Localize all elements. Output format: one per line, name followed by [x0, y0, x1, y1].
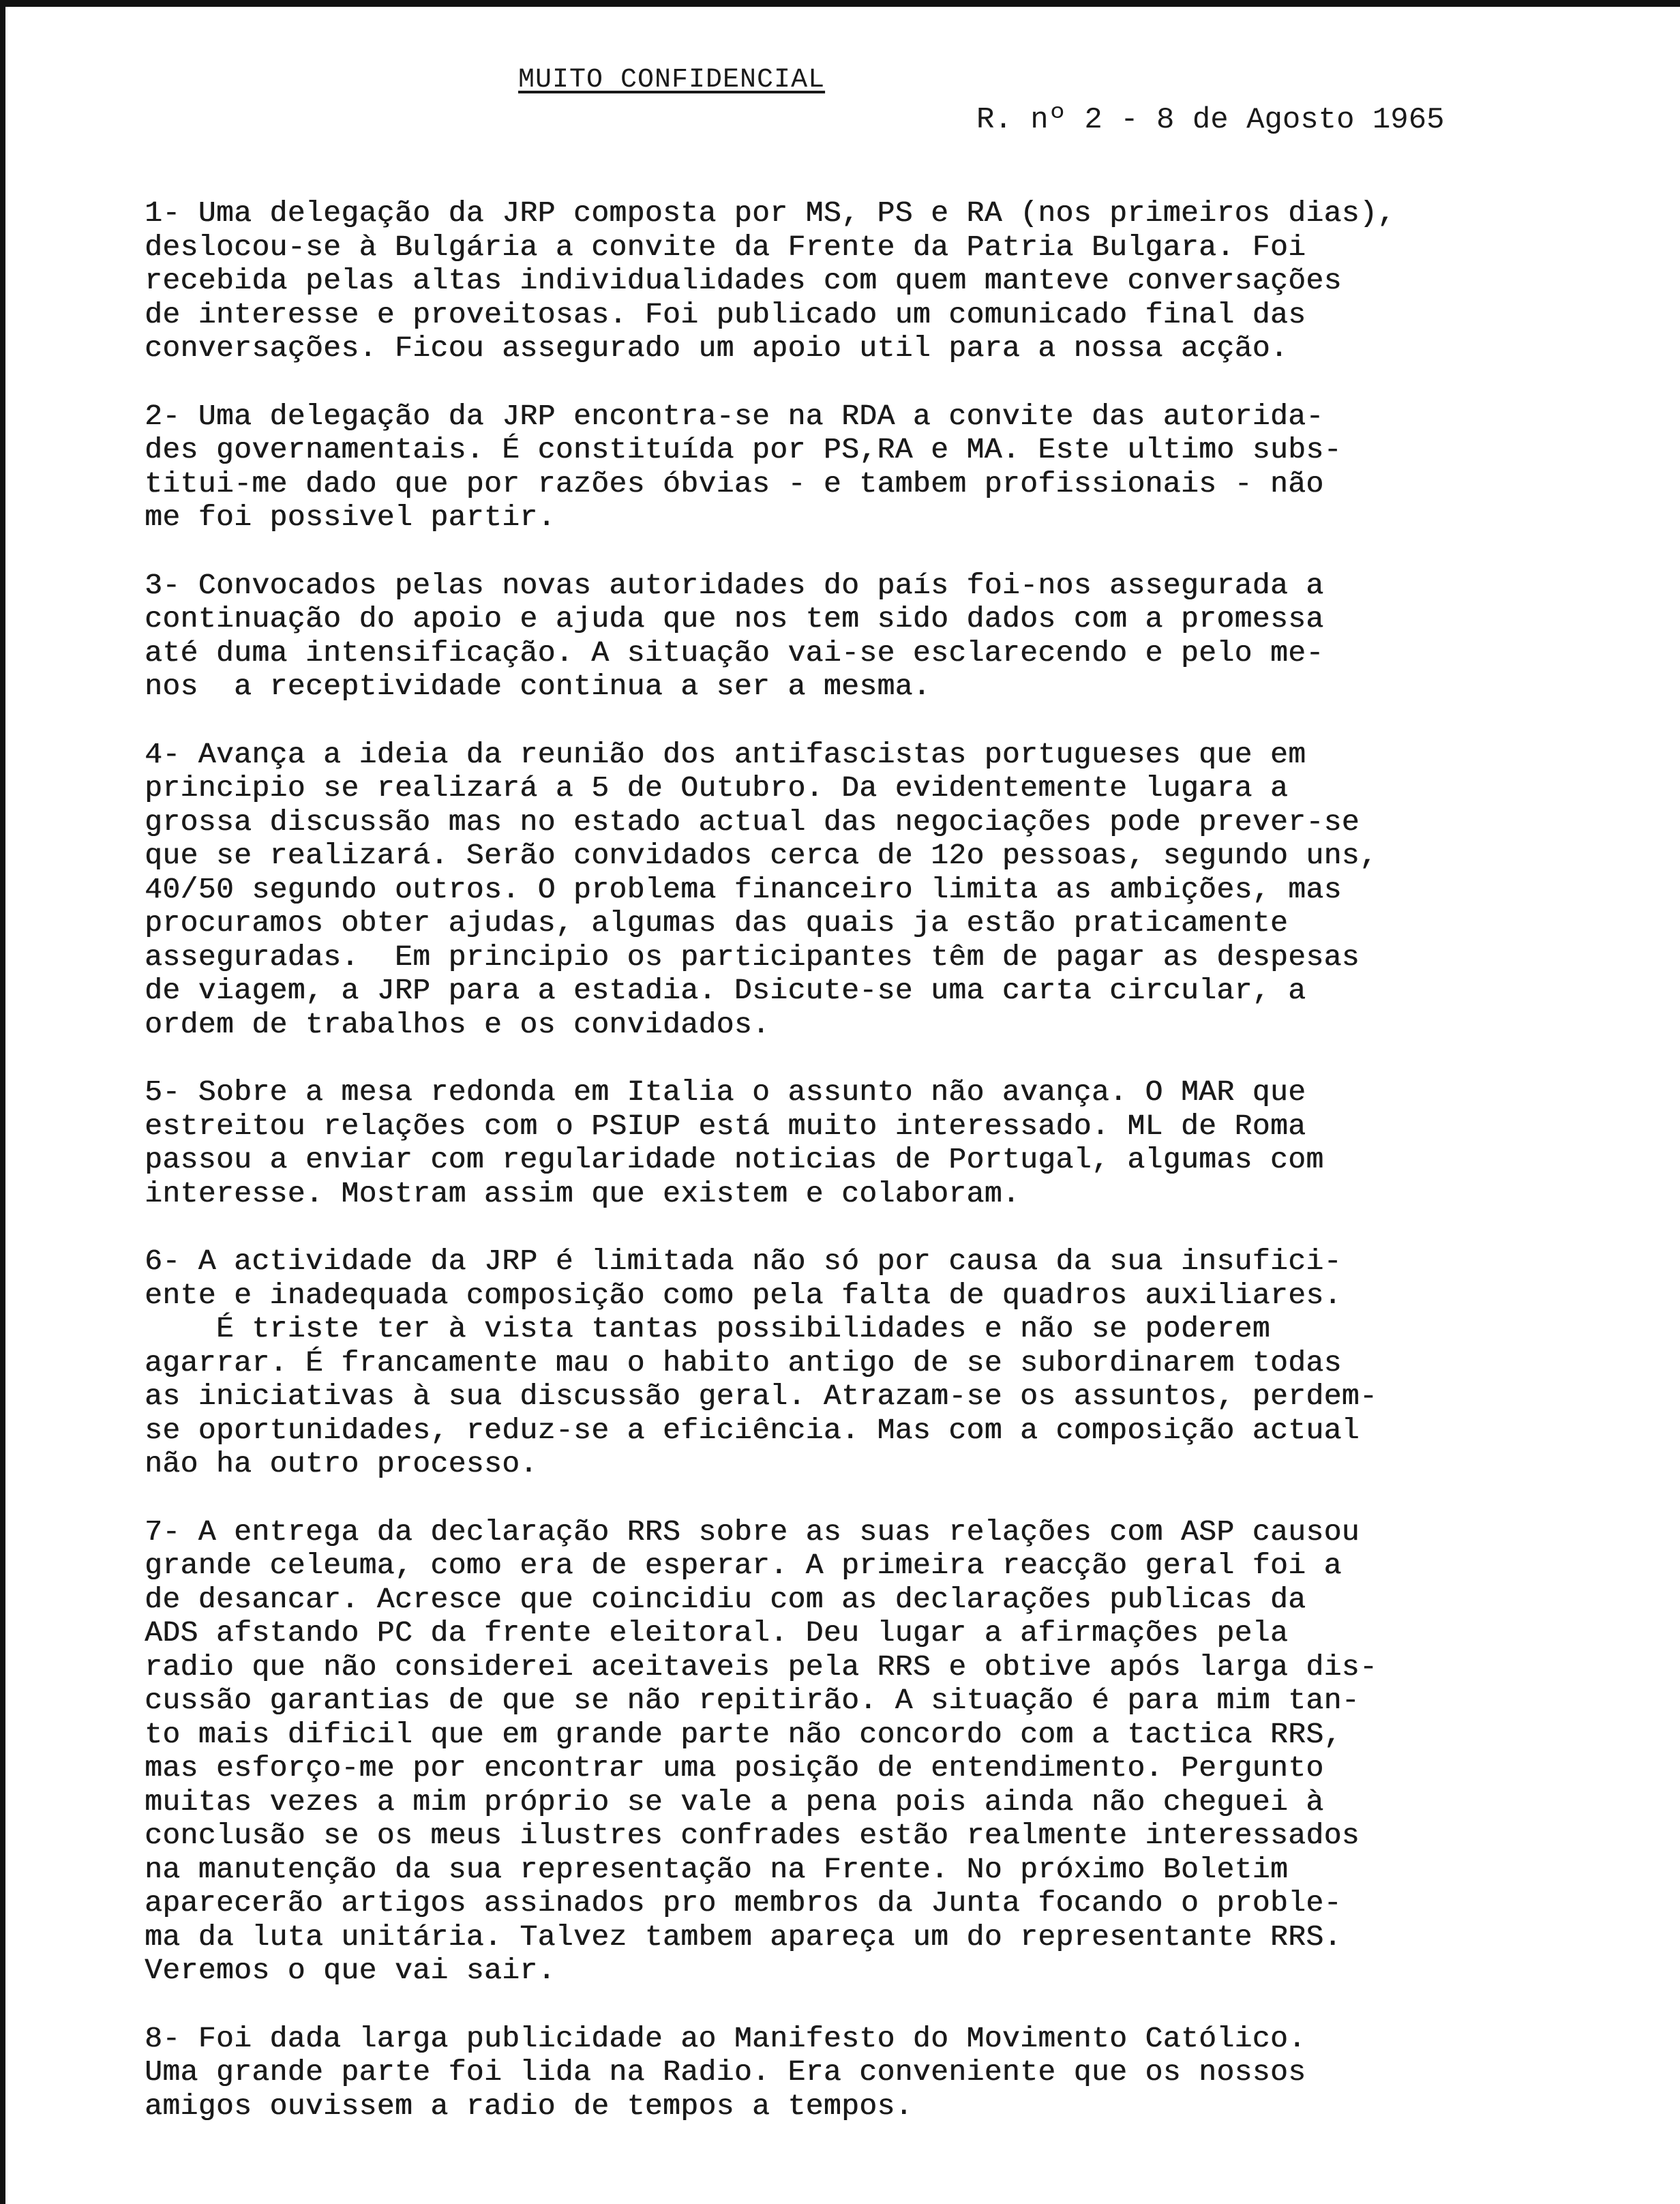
report-body	[145, 196, 1535, 2157]
paragraph-8: 8- Foi dada larga publicidade ao Manifesto do Movimento Católico. Uma grande parte foi lida na Radio. Era conveniente que os nossos amigos ouvissem a radio de tempos a tempos.	[145, 2021, 1306, 2123]
paragraph-5: 5- Sobre a mesa redonda em Italia o assunto não avança. O MAR que estreitou relações com o PSIUP está muito interessado. ML de Roma passou a enviar com regularidade noticias de Portugal, algumas com interesse. Mostram assim que existem e colaboram.	[145, 1075, 1324, 1210]
paragraph-1: 1- Uma delegação da JRP composta por MS, PS e RA (nos primeiros dias), deslocou-se à Bulgária a convite da Frente da Patria Bulgara. Foi recebida pelas altas individualidades com quem manteve conversações de interesse e proveitosas. Foi publicado um comunicado final das conversações. Ficou assegurado um apoio util para a nossa acção.	[145, 196, 1396, 365]
paragraph-2: 2- Uma delegação da JRP encontra-se na RDA a convite das autorida- des governamentais. É constituída por PS,RA e MA. Este ultimo subs- titui-me dado que por razões óbvias - e tambem profissionais - não me foi possivel partir.	[145, 399, 1342, 534]
scan-edge-top	[0, 0, 1680, 7]
paragraph-6: 6- A actividade da JRP é limitada não só por causa da sua insufici- ente e inadequada composição como pela falta de quadros auxiliares. É triste ter à vista tantas possibilidades e não se poderem agarrar. É francamente mau o habito antigo de se subordinarem todas as iniciativas à sua discussão geral. Atrazam-se os assuntos, perdem- se oportunidades, reduz-se a eficiência. Mas com a composição actual não ha outro processo.	[145, 1245, 1378, 1480]
classification-heading: MUITO CONFIDENCIAL	[518, 65, 826, 95]
paragraph-3: 3- Convocados pelas novas autoridades do país foi-nos assegurada a continuação do apoio e ajuda que nos tem sido dados com a promessa até duma intensificação. A situação vai-se esclarecendo e pelo me- nos a receptividade continua a ser a mesma.	[145, 568, 1324, 703]
scan-edge-left	[0, 0, 5, 2204]
paragraph-4: 4- Avança a ideia da reunião dos antifascistas portugueses que em principio se realizará a 5 de Outubro. Da evidentemente lugara a grossa discussão mas no estado actual das negociações pode prever-se que se realizará. Serão convidados cerca de 12o pessoas, segundo uns, 40/50 segundo outros. O problema financeiro limita as ambições, mas procuramos obter ajudas, algumas das quais ja estão praticamente asseguradas. Em principio os participantes têm de pagar as despesas de viagem, a JRP para a estadia. Dsicute-se uma carta circular, a ordem de trabalhos e os convidados.	[145, 737, 1378, 1041]
report-reference-date: R. nº 2 - 8 de Agosto 1965	[976, 103, 1445, 137]
paragraph-7: 7- A entrega da declaração RRS sobre as suas relações com ASP causou grande celeuma, como era de esperar. A primeira reacção geral foi a de desancar. Acresce que coincidiu com as declarações publicas da ADS afstando PC da frente eleitoral. Deu lugar a afirmações pela radio que não considerei aceitaveis pela RRS e obtive após larga dis- cussão garantias de que se não repitirão. A situação é para mim tan- to mais dificil que em grande parte não concordo com a tactica RRS, mas esforço-me por encontrar uma posição de entendimento. Pergunto muitas vezes a mim próprio se vale a pena pois ainda não cheguei à conclusão se os meus ilustres confrades estão realmente interessados na manutenção da sua representação na Frente. No próximo Boletim aparecerão artigos assinados pro membros da Junta focando o proble- ma da luta unitária. Talvez tambem apareça um do representante RRS. Veremos o que vai sair.	[145, 1515, 1378, 1987]
